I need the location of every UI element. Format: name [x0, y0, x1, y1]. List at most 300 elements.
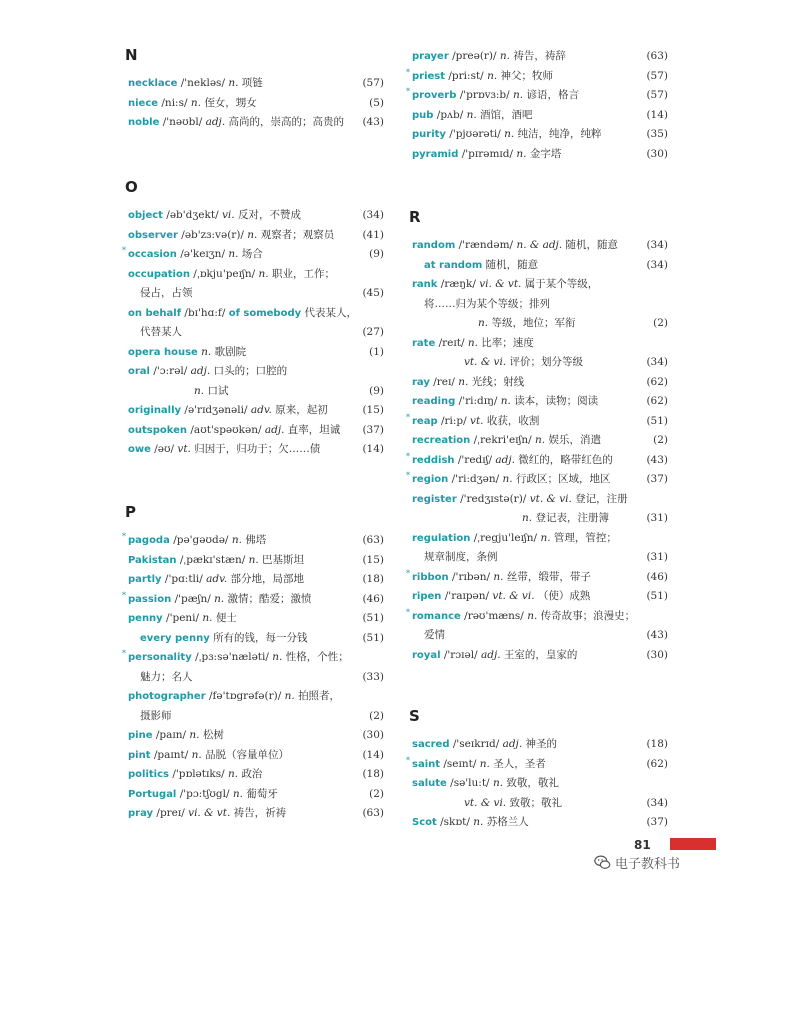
phonetic: /ˌrekri'eɪʃn/: [473, 434, 532, 446]
entry-line: [128, 362, 384, 382]
phonetic: /'pjʊərəti/: [449, 128, 501, 140]
part-of-speech: vt. & vi.: [492, 590, 535, 602]
vocab-entry: [412, 392, 668, 412]
part-of-speech: adv.: [206, 573, 228, 585]
entry-line: [412, 67, 668, 87]
page-reference: (27): [362, 326, 384, 338]
definition: 部分地，局部地: [230, 573, 305, 585]
part-of-speech: n.: [272, 651, 283, 663]
definition: 金字塔: [529, 147, 562, 160]
definition: 魅力；名人: [140, 670, 193, 683]
definition: 反对，不赞成: [237, 209, 301, 221]
definition: 将……归为某个等级；排列: [424, 297, 550, 310]
page-reference: (57): [646, 69, 668, 82]
phonetic: /'pɪrəmɪd/: [461, 147, 514, 160]
part-of-speech: n.: [513, 89, 524, 101]
new-word-star: *: [406, 755, 410, 765]
vocab-entry: [128, 226, 384, 246]
new-word-star: *: [406, 568, 410, 578]
vocab-entry: [128, 746, 384, 766]
page-reference: (18): [362, 768, 384, 780]
part-of-speech: vt.: [177, 443, 191, 455]
definition: 神父；牧师: [500, 69, 554, 82]
entry-line: [412, 451, 668, 471]
part-of-speech: n.: [504, 128, 515, 140]
page-reference: (15): [362, 553, 384, 566]
entry-line: [412, 509, 668, 529]
page-number: 81: [634, 838, 651, 852]
headword: random: [412, 240, 456, 251]
definition: 场合: [241, 248, 263, 260]
page-reference: (2): [653, 317, 668, 329]
vocab-entry: [406, 607, 668, 646]
phonetic: /preɪ/: [156, 807, 185, 819]
headword-phrase: of somebody: [228, 307, 302, 319]
vocab-entry: [412, 275, 668, 334]
page-reference: (37): [646, 473, 668, 485]
definition: 登记，注册: [575, 492, 628, 505]
entry-line: [128, 804, 384, 824]
definition: 松树: [202, 729, 224, 741]
part-of-speech: n.: [466, 108, 477, 121]
entry-line: [412, 373, 668, 393]
page-reference: (63): [362, 534, 384, 546]
headword: on behalf: [128, 307, 182, 319]
page-reference: (9): [369, 248, 384, 260]
part-of-speech: vt. & vi.: [464, 796, 507, 809]
headword: rank: [412, 279, 438, 290]
definition: 丝带，缎带，带子: [506, 570, 591, 583]
entry-line: [412, 774, 668, 794]
entry-line: [412, 256, 668, 276]
page-reference: (41): [362, 228, 384, 241]
headword: pagoda: [128, 535, 170, 546]
entry-line: [128, 551, 384, 571]
phonetic: /pʌb/: [436, 108, 464, 121]
definition: 圣人，圣者: [493, 757, 546, 770]
phonetic: /ræŋk/: [440, 278, 476, 290]
headword: photographer: [128, 691, 206, 702]
vocab-entry: [406, 568, 668, 588]
definition: 所有的钱，每一分钱: [213, 631, 308, 644]
vocab-entry: [128, 362, 384, 401]
vocab-entry: [128, 94, 384, 114]
definition: 登记表，注册簿: [535, 512, 609, 524]
definition: 激情；酷爱；激愤: [227, 592, 312, 605]
page-reference: (2): [369, 787, 384, 800]
vocab-entry: [412, 373, 668, 393]
headword: observer: [128, 229, 178, 241]
page-reference: (62): [646, 375, 668, 388]
headword: Pakistan: [128, 554, 177, 566]
definition: 原来，起初: [275, 404, 328, 416]
definition: 行政区；区域，地区: [515, 473, 611, 485]
page-reference: (31): [646, 512, 668, 524]
page-reference: (18): [646, 738, 668, 750]
vocab-entry: [128, 551, 384, 571]
entry-line: [412, 755, 668, 775]
new-word-star: *: [122, 649, 126, 658]
headword: Scot: [412, 817, 437, 828]
page-reference: (45): [362, 287, 384, 299]
page-reference: (43): [646, 453, 668, 466]
entry-line: [412, 392, 668, 412]
part-of-speech: n.: [458, 375, 469, 388]
page-reference: (62): [646, 395, 668, 407]
new-word-star: *: [122, 246, 126, 255]
vocab-entry: [128, 206, 384, 226]
phonetic: /aʊt'spəʊkən/: [190, 423, 262, 436]
part-of-speech: vt.: [470, 414, 484, 427]
part-of-speech: n.: [516, 147, 527, 160]
headword: personality: [128, 652, 192, 663]
definition: 观察者；观察员: [260, 228, 335, 241]
page-reference: (14): [646, 108, 668, 121]
definition: 摄影师: [140, 709, 172, 722]
headword: outspoken: [128, 424, 188, 436]
vocab-entry: [128, 421, 384, 441]
phonetic: /'pɒlətɪks/: [172, 768, 225, 780]
headword: passion: [128, 593, 172, 605]
definition: 苏格兰人: [486, 816, 529, 828]
phonetic: /'seɪkrɪd/: [452, 738, 500, 750]
headword: pine: [128, 730, 153, 741]
entry-line: [412, 529, 668, 549]
entry-line: [412, 735, 668, 755]
phonetic: /paɪnt/: [153, 748, 189, 761]
vocab-entry: [406, 86, 668, 106]
headword: ripen: [412, 591, 442, 602]
entry-line: [412, 314, 668, 334]
entry-line: [128, 74, 384, 94]
vocab-entry: [128, 629, 384, 649]
vocab-entry: [412, 431, 668, 451]
part-of-speech: n.: [284, 690, 295, 702]
definition: 比率；速度: [481, 336, 534, 349]
vocab-entry: [406, 470, 668, 490]
page-reference: (2): [653, 434, 668, 446]
part-of-speech: n.: [478, 317, 489, 329]
new-word-star: *: [406, 607, 410, 617]
watermark-text: 电子教科书: [615, 857, 681, 872]
definition: 评价；划分等级: [509, 356, 583, 368]
vocab-entry: [412, 125, 668, 145]
section-letter: S: [409, 707, 420, 725]
definition: 口头的；口腔的: [213, 365, 288, 377]
phonetic: /ri:p/: [440, 414, 467, 427]
phonetic: /'pɑ:tli/: [164, 573, 203, 585]
phonetic: /ni:s/: [161, 96, 188, 109]
headword: opera house: [128, 346, 198, 358]
headword: object: [128, 210, 163, 221]
entry-line: [128, 570, 384, 590]
entry-line: [128, 284, 384, 304]
vocab-entry: [128, 726, 384, 746]
definition: 拍照者，: [298, 690, 341, 702]
entry-line: [412, 548, 668, 568]
headword: ribbon: [412, 571, 449, 583]
vocab-entry: [128, 343, 384, 363]
definition: 等级，地位；军衔: [491, 317, 576, 329]
headword: reap: [412, 415, 438, 427]
headword: necklace: [128, 78, 178, 89]
phonetic: /seɪnt/: [443, 757, 477, 770]
part-of-speech: vt. & vi.: [529, 492, 572, 505]
entry-line: [412, 813, 668, 833]
vocab-entry: [128, 785, 384, 805]
phonetic: /'rændəm/: [458, 239, 514, 251]
headword: prayer: [412, 51, 449, 62]
phonetic: /əb'dʒekt/: [166, 209, 219, 221]
vocab-entry: [406, 412, 668, 432]
headword: partly: [128, 574, 162, 585]
vocab-entry: [412, 145, 668, 165]
entry-line: [128, 668, 384, 688]
definition: 谚语，格言: [526, 89, 579, 101]
entry-line: [412, 431, 668, 451]
entry-line: [412, 412, 668, 432]
definition: 收获，收割: [486, 414, 540, 427]
entry-line: [412, 334, 668, 354]
definition: 职业，工作；: [271, 267, 335, 280]
headword: salute: [412, 778, 447, 789]
part-of-speech: vi. & vt.: [188, 807, 231, 819]
part-of-speech: n.: [214, 592, 225, 605]
page-reference: (34): [362, 209, 384, 221]
part-of-speech: n.: [535, 434, 546, 446]
definition: 侵占，占领: [140, 287, 193, 299]
definition: 管理，管控；: [553, 531, 617, 544]
part-of-speech: n.: [228, 248, 239, 260]
section-letter: R: [409, 208, 421, 226]
definition: 歌剧院: [214, 345, 247, 358]
part-of-speech: n.: [227, 768, 239, 780]
headword: politics: [128, 769, 169, 780]
headword: occupation: [128, 268, 190, 280]
phonetic: /'nəʊbl/: [162, 116, 203, 128]
headword: sacred: [412, 739, 450, 750]
phonetic: /pri:st/: [448, 69, 484, 82]
definition: 光线；射线: [471, 375, 525, 388]
page-reference: (31): [646, 551, 668, 563]
part-of-speech: n.: [527, 609, 538, 622]
vocab-entry: [412, 334, 668, 373]
definition: 致敬，敬礼: [506, 777, 559, 789]
part-of-speech: n.: [473, 816, 484, 828]
entry-line: [128, 648, 384, 668]
part-of-speech: adj.: [205, 116, 226, 128]
vocab-entry: [128, 687, 384, 726]
page-reference: (51): [362, 612, 384, 624]
vocab-entry: [412, 490, 668, 529]
phonetic: /'nekləs/: [180, 77, 225, 89]
new-word-star: *: [122, 590, 126, 600]
section-letter: N: [125, 46, 138, 64]
page-reference: (57): [362, 77, 384, 89]
phonetic: /ˌpɜ:sə'næləti/: [195, 651, 269, 663]
entry-line: [128, 707, 384, 727]
vocab-entry: [128, 265, 384, 304]
part-of-speech: vt. & vi.: [464, 356, 507, 368]
phonetic: /ə'keɪʒn/: [180, 248, 225, 260]
chat-bubble-icon: [594, 854, 611, 871]
vocab-entry: [128, 609, 384, 629]
entry-line: [128, 785, 384, 805]
entry-line: [128, 323, 384, 343]
phonetic: /rəʊ'mæns/: [464, 609, 524, 622]
headword: pub: [412, 109, 434, 121]
page-reference: (35): [646, 128, 668, 140]
headword: recreation: [412, 435, 471, 446]
definition: 随机，随意: [565, 239, 618, 251]
headword: oral: [128, 366, 150, 377]
page-reference: (46): [646, 570, 668, 583]
definition: 高尚的，崇高的；高贵的: [228, 116, 344, 128]
headword: reddish: [412, 454, 455, 466]
definition: 佛塔: [245, 534, 267, 546]
new-word-star: *: [406, 451, 410, 461]
phonetic: /'raɪpən/: [444, 590, 490, 602]
phonetic: /sə'lu:t/: [450, 777, 490, 789]
part-of-speech: adj.: [495, 453, 515, 466]
vocab-entry: [412, 587, 668, 607]
definition: 口试: [207, 384, 229, 397]
entry-line: [128, 343, 384, 363]
new-word-star: *: [406, 67, 410, 77]
headword: originally: [128, 405, 182, 416]
page-reference: (18): [362, 573, 384, 585]
headword: pray: [128, 808, 154, 819]
part-of-speech: n.: [190, 96, 201, 109]
definition: 王室的，皇家的: [503, 648, 578, 661]
entry-line: [128, 609, 384, 629]
part-of-speech: n.: [194, 384, 205, 397]
page-reference: (51): [646, 590, 668, 602]
page-reference: (2): [369, 709, 384, 722]
headword: pint: [128, 749, 151, 761]
entry-line: [128, 206, 384, 226]
entry-line: [412, 568, 668, 588]
headword: every penny: [140, 632, 210, 644]
vocab-entry: [122, 590, 384, 610]
vocab-entry: [128, 570, 384, 590]
definition: 酒馆，酒吧: [480, 108, 533, 121]
headword: proverb: [412, 90, 457, 101]
part-of-speech: vi. & vt.: [479, 278, 522, 290]
definition: 读本，读物；阅读: [514, 395, 599, 407]
vocab-entry: [122, 245, 384, 265]
part-of-speech: n.: [487, 69, 498, 82]
definition: 项链: [241, 77, 263, 89]
headword: Portugal: [128, 788, 177, 800]
new-word-star: *: [406, 471, 410, 480]
page-reference: (15): [362, 404, 384, 416]
part-of-speech: n. & adj.: [516, 239, 563, 251]
vocab-entry: [412, 774, 668, 813]
phonetic: /əb'zɜ:və(r)/: [181, 228, 244, 241]
entry-line: [128, 765, 384, 785]
vocab-entry: [128, 401, 384, 421]
headword: owe: [128, 444, 151, 455]
headword: niece: [128, 97, 159, 109]
definition: 直率，坦诚: [287, 423, 341, 436]
section-letter: O: [125, 178, 138, 196]
page-reference: (37): [646, 816, 668, 828]
part-of-speech: n.: [467, 336, 478, 349]
entry-line: [412, 607, 668, 627]
phonetic: /bɪ'hɑ:f/: [184, 306, 226, 319]
phonetic: /'rɪbən/: [452, 570, 491, 583]
entry-line: [128, 687, 384, 707]
definition: 品脱（容量单位）: [205, 748, 290, 761]
entry-line: [128, 94, 384, 114]
definition: 侄女，甥女: [204, 96, 257, 109]
part-of-speech: n.: [499, 50, 511, 62]
vocab-entry: [406, 67, 668, 87]
phonetic: /reɪt/: [438, 336, 465, 349]
definition: 娱乐，消遣: [548, 434, 601, 446]
entry-line: [128, 746, 384, 766]
part-of-speech: n.: [493, 570, 504, 583]
phonetic: /paɪn/: [155, 729, 187, 741]
page-reference: (43): [362, 116, 384, 128]
phonetic: /ˌpækɪ'stæn/: [179, 553, 246, 566]
phonetic: /skɒt/: [440, 816, 470, 828]
phonetic: /pə'gəʊdə/: [173, 534, 229, 546]
vocab-entry: [412, 646, 668, 666]
part-of-speech: n.: [479, 757, 490, 770]
entry-line: [128, 590, 384, 610]
definition: 传奇故事；浪漫史；: [540, 609, 636, 622]
entry-line: [412, 86, 668, 106]
definition: 代替某人: [140, 326, 182, 338]
phonetic: /preə(r)/: [452, 50, 497, 62]
part-of-speech: n.: [540, 531, 551, 544]
entry-line: [128, 401, 384, 421]
vocab-entry: [412, 47, 668, 67]
vocab-entry: [128, 113, 384, 133]
phonetic: /'peni/: [166, 612, 200, 624]
headword: occasion: [128, 249, 177, 260]
phonetic: /'redʒɪstə(r)/: [460, 492, 527, 505]
phonetic: /'ri:dɪŋ/: [458, 395, 498, 407]
page-reference: (14): [362, 443, 384, 455]
part-of-speech: adj.: [190, 365, 211, 377]
definition: 纯洁，纯净，纯粹: [517, 128, 602, 140]
entry-line: [128, 531, 384, 551]
entry-line: [412, 353, 668, 373]
vocab-entry: [128, 765, 384, 785]
headword: saint: [412, 758, 441, 770]
entry-line: [412, 794, 668, 814]
definition: 葡萄牙: [246, 787, 278, 800]
entry-line: [128, 265, 384, 285]
phonetic: /'ri:dʒən/: [451, 473, 500, 485]
page-reference: (46): [362, 592, 384, 605]
part-of-speech: n.: [502, 473, 513, 485]
page-reference: (43): [646, 629, 668, 641]
definition: （使）成熟: [537, 590, 591, 602]
definition: 代表某人，: [304, 306, 357, 319]
vocab-entry: [122, 531, 384, 551]
headword: regulation: [412, 532, 471, 544]
part-of-speech: n.: [201, 345, 212, 358]
entry-line: [412, 587, 668, 607]
entry-line: [412, 490, 668, 510]
part-of-speech: n.: [189, 729, 200, 741]
page-reference: (30): [646, 648, 668, 661]
phonetic: /'prɒvɜ:b/: [459, 89, 510, 101]
